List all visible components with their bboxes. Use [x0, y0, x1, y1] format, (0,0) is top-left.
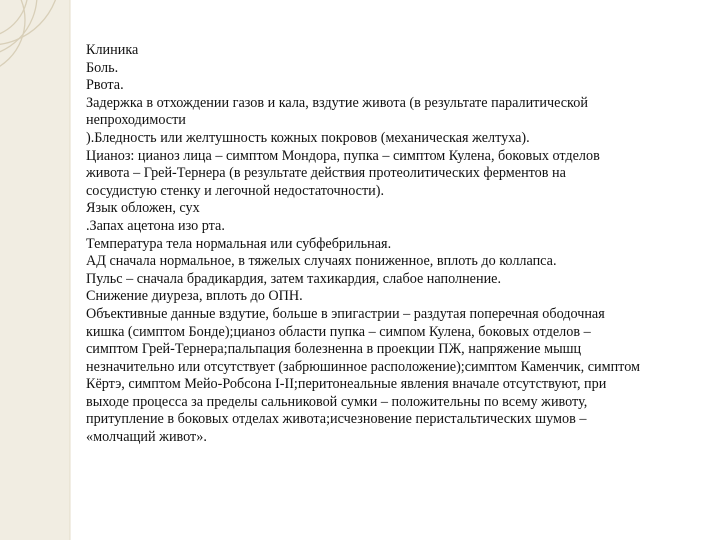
- text-line: симптом Грей-Тернера;пальпация болезненна в проекции ПЖ, напряжение мышц: [86, 341, 582, 358]
- text-line: Язык обложен, сух: [86, 200, 200, 217]
- text-line: Температура тела нормальная или субфебрильная.: [86, 235, 392, 252]
- text-line: Задержка в отхождении газов и кала, вздутие живота (в результате паралитической: [86, 94, 588, 111]
- text-line: выходе процесса за пределы сальниковой сумки – положительны по всему животу,: [86, 393, 588, 410]
- slide-text: [86, 42, 720, 447]
- text-line: сосудистую стенку и легочной недостаточности).: [86, 182, 385, 199]
- text-line: «молчащий живот».: [86, 429, 207, 446]
- ornament-arc: [0, 0, 37, 57]
- text-line: незначительно или отсутствует (забрюшинное расположение);симптом Каменчик, симптом: [86, 358, 640, 375]
- text-line: непроходимости: [86, 112, 186, 129]
- text-line: живота – Грей-Тернера (в результате действия протеолитических ферментов на: [86, 165, 566, 182]
- text-line: Кёртэ, симптом Мейо-Робсона I-II;перитонеальные явления вначале отсутствуют, при: [86, 376, 607, 393]
- text-line: Снижение диуреза, вплоть до ОПН.: [86, 288, 303, 305]
- text-line: притупление в боковых отделах живота;исчезновение перистальтических шумов –: [86, 411, 587, 428]
- text-line: АД сначала нормальное, в тяжелых случаях пониженное, вплоть до коллапса.: [86, 253, 557, 270]
- text-line: Цианоз: цианоз лица – симптом Мондора, пупка – симптом Кулена, боковых отделов: [86, 147, 600, 164]
- text-line: Объективные данные вздутие, больше в эпигастрии – раздутая поперечная ободочная: [86, 305, 605, 322]
- text-line: Рвота.: [86, 77, 124, 94]
- text-line: Боль.: [86, 59, 119, 76]
- decorative-arcs: [0, 0, 80, 540]
- text-line: кишка (симптом Бонде);цианоз области пупка – симпом Кулена, боковых отделов –: [86, 323, 591, 340]
- heading-clinic: Клиника: [86, 42, 139, 58]
- text-line: Пульс – сначала брадикардия, затем тахикардия, слабое наполнение.: [86, 270, 502, 287]
- text-line: .Запах ацетона изо рта.: [86, 217, 225, 234]
- text-line: ).Бледность или желтушность кожных покровов (механическая желтуха).: [86, 129, 530, 146]
